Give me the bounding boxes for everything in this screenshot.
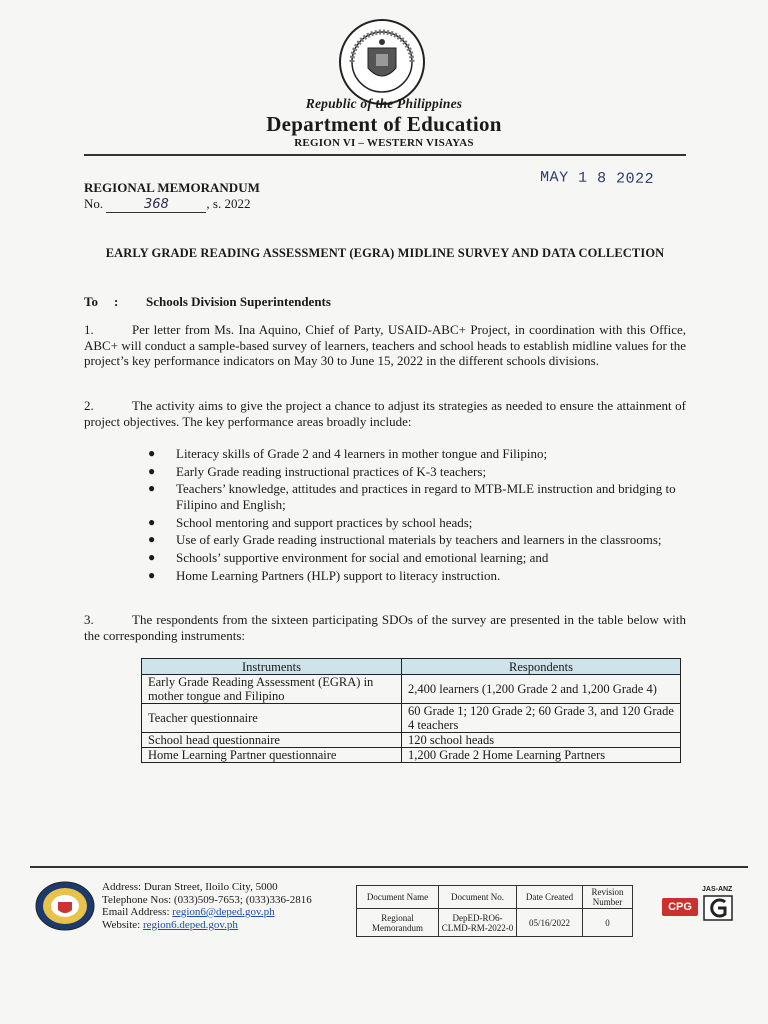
table-row (142, 733, 681, 748)
bullet-icon: ● (148, 567, 156, 582)
bullet-icon: ● (148, 514, 156, 529)
table-cell: 1,200 Grade 2 Home Learning Partners (402, 748, 681, 763)
footer-email-line: Email Address: region6@deped.gov.ph (102, 906, 275, 918)
table-cell: 05/16/2022 (517, 909, 583, 937)
paragraph-1 (84, 322, 686, 369)
table-cell: 60 Grade 1; 120 Grade 2; 60 Grade 3, and 120 Grade 4 teachers (402, 704, 681, 733)
table-cell: Early Grade Reading Assessment (EGRA) in mother tongue and Filipino (142, 675, 402, 704)
department-heading: Department of Education (266, 112, 502, 136)
memo-no-label: No. (84, 196, 104, 211)
to-label: To (84, 294, 98, 309)
bullet-icon: ● (148, 481, 156, 496)
table-header-row (357, 886, 633, 909)
paragraph-number: 3. (84, 612, 94, 627)
table-cell: Document Name (357, 886, 439, 909)
key-performance-areas-list (148, 446, 688, 585)
website-link[interactable]: region6.deped.gov.ph (142, 918, 238, 931)
table-row (357, 909, 633, 937)
jas-anz-label: JAS-ANZ (702, 886, 733, 893)
region-heading: REGION VI – WESTERN VISAYAS (294, 137, 474, 149)
table-cell: Date Created (517, 886, 583, 909)
footer-divider (30, 866, 748, 868)
paragraph-number: 2. (84, 398, 94, 413)
table-cell: Home Learning Partner questionnaire (142, 748, 402, 763)
footer-address: Address: Duran Street, Iloilo City, 5000 (102, 881, 278, 893)
cpg-certification-logo: CPG (662, 898, 698, 916)
table-cell: Revision Number (583, 886, 633, 909)
table-header-row (142, 659, 681, 675)
table-cell: DepED-RO6-CLMD-RM-2022-0 (439, 909, 517, 937)
table-cell: 0 (583, 909, 633, 937)
republic-heading: Republic of the Philippines (305, 96, 463, 111)
email-link[interactable]: region6@deped.gov.ph (172, 906, 275, 918)
jas-anz-certification-logo (703, 895, 733, 921)
bullet-icon: ● (148, 446, 156, 460)
table-cell: Document No. (439, 886, 517, 909)
table-cell: 2,400 learners (1,200 Grade 2 and 1,200 Grade 4) (402, 675, 681, 704)
list-item: ● Early Grade reading instructional practices of K-3 teachers; (148, 463, 487, 479)
list-item: ● School mentoring and support practices by school heads; (148, 514, 473, 530)
table-row (142, 704, 681, 733)
memo-no-value: 368 (106, 198, 206, 213)
instruments-table (141, 658, 681, 763)
bullet-icon: ● (148, 532, 156, 547)
memo-title: REGIONAL MEMORANDUM (84, 180, 260, 195)
column-header-instruments: Instruments (142, 659, 402, 675)
footer-telephone: Telephone Nos: (033)509-7653; (033)336-2816 (102, 893, 312, 906)
bullet-icon: ● (148, 549, 156, 564)
list-item: ● Home Learning Partners (HLP) support to literacy instruction. (148, 567, 501, 583)
list-item: ● Literacy skills of Grade 2 and 4 learners in mother tongue and Filipino; (148, 446, 548, 461)
table-row (142, 675, 681, 704)
list-item: ● Schools’ supportive environment for social and emotional learning; and (148, 549, 549, 565)
paragraph-2 (84, 398, 686, 429)
footer-website-line: Website: region6.deped.gov.ph (102, 918, 238, 931)
header-divider (84, 154, 686, 156)
column-header-respondents: Respondents (402, 659, 681, 675)
list-item: ● Use of early Grade reading instructional materials by teachers and learners in the classrooms; (148, 532, 662, 548)
date-stamp: MAY 1 8 2022 (539, 169, 655, 188)
table-cell: Teacher questionnaire (142, 704, 402, 733)
region-seal-logo (34, 880, 96, 932)
to-recipient: Schools Division Superintendents (146, 294, 331, 309)
list-item: ● Teachers’ knowledge, attitudes and practices in regard to MTB-MLE instruction and bridging to Filipino and English; (148, 481, 676, 512)
deped-seal-logo (338, 18, 426, 106)
to-colon: : (114, 294, 119, 309)
paragraph-text: The activity aims to give the project a chance to adjust its strategies as needed to ensure the attainment of project objectives. The key performance areas broadly include: (84, 398, 686, 429)
paragraph-text: Per letter from Ms. Ina Aquino, Chief of Party, USAID-ABC+ Project, in coordination with this Office, ABC+ will conduct a sample-based survey of learners, teachers and school heads to establish midline values for the project’s key performance indicators on May 30 to June 15, 2022 in the different schools divisions. (84, 322, 686, 368)
footer-contact (102, 881, 312, 931)
memo-series: , s. 2022 (206, 196, 251, 211)
table-row (142, 748, 681, 763)
to-line (84, 294, 331, 310)
bullet-icon: ● (148, 463, 156, 478)
table-cell: Regional Memorandum (357, 909, 439, 937)
table-cell: School head questionnaire (142, 733, 402, 748)
paragraph-number: 1. (84, 322, 94, 337)
paragraph-text: The respondents from the sixteen participating SDOs of the survey are presented in the table below with the corresponding instruments: (84, 612, 686, 643)
memo-number-line (84, 196, 250, 213)
document-control-table (356, 885, 633, 937)
memo-subject: EARLY GRADE READING ASSESSMENT (EGRA) MIDLINE SURVEY AND DATA COLLECTION (105, 246, 665, 260)
paragraph-3 (84, 612, 686, 643)
table-cell: 120 school heads (402, 733, 681, 748)
